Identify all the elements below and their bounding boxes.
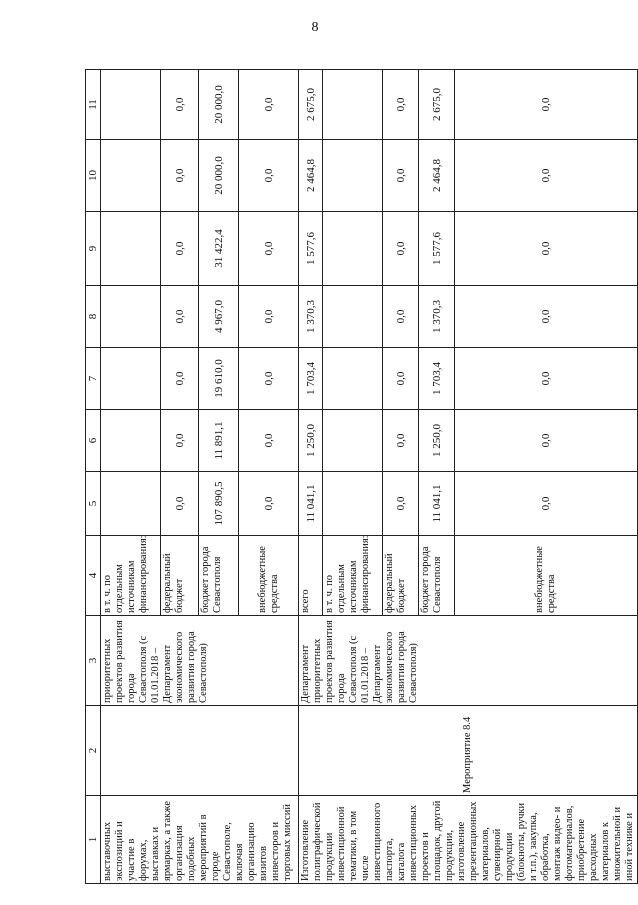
value-cell: 11 041,1 xyxy=(419,472,455,536)
value-cell: 1 370,3 xyxy=(299,286,323,348)
value-cell: 1 250,0 xyxy=(419,410,455,472)
value-cell: 20 000,0 xyxy=(199,140,239,212)
value-cell: 0,0 xyxy=(383,472,419,536)
value-cell xyxy=(101,472,161,536)
value-cell xyxy=(323,212,383,286)
value-cell: 1 250,0 xyxy=(299,410,323,472)
value-cell: 0,0 xyxy=(455,348,638,410)
event-number: Мероприятие 8.4 xyxy=(299,706,638,796)
value-cell: 0,0 xyxy=(161,472,199,536)
value-cell: 2 464,8 xyxy=(419,140,455,212)
header-cell: 3 xyxy=(86,616,101,706)
page-number: 8 xyxy=(311,20,319,35)
value-cell: 1 577,6 xyxy=(419,212,455,286)
header-row xyxy=(86,70,101,884)
source-label: в т. ч. по отдельным источникам финансирования: xyxy=(323,536,383,616)
value-cell: 0,0 xyxy=(383,140,419,212)
source-label: бюджет города Севастополя xyxy=(199,536,239,616)
header-cell: 4 xyxy=(86,536,101,616)
event-number xyxy=(101,706,299,796)
header-cell: 10 xyxy=(86,140,101,212)
value-cell: 107 890,5 xyxy=(199,472,239,536)
value-cell: 0,0 xyxy=(239,70,299,140)
value-cell xyxy=(323,286,383,348)
header-cell: 8 xyxy=(86,286,101,348)
value-cell: 4 967,0 xyxy=(199,286,239,348)
value-cell: 1 703,4 xyxy=(299,348,323,410)
value-cell: 0,0 xyxy=(455,286,638,348)
header-cell: 9 xyxy=(86,212,101,286)
value-cell xyxy=(323,348,383,410)
value-cell: 1 703,4 xyxy=(419,348,455,410)
header-cell: 6 xyxy=(86,410,101,472)
value-cell: 20 000,0 xyxy=(199,70,239,140)
value-cell: 0,0 xyxy=(161,286,199,348)
source-label: бюджет города Севастополя xyxy=(419,536,455,616)
source-label: федеральный бюджет xyxy=(383,536,419,616)
source-label: в т. ч. по отдельным источникам финансирования: xyxy=(101,536,161,616)
source-label: внебюджетные средства xyxy=(455,536,638,616)
value-cell: 2 675,0 xyxy=(419,70,455,140)
value-cell: 0,0 xyxy=(455,410,638,472)
value-cell: 0,0 xyxy=(161,140,199,212)
value-cell xyxy=(323,140,383,212)
value-cell: 0,0 xyxy=(383,212,419,286)
header-cell: 7 xyxy=(86,348,101,410)
value-cell xyxy=(101,348,161,410)
value-cell: 0,0 xyxy=(161,348,199,410)
value-cell: 0,0 xyxy=(239,472,299,536)
value-cell xyxy=(101,140,161,212)
value-cell xyxy=(323,70,383,140)
event-description: выставочных экспозиций и участие в форумах, выставках и ярмарках, а также организация подобных мероприятий в городе Севастополе, включая организацию визитов инвесторов и торговых миссий xyxy=(101,796,299,884)
source-label: всего xyxy=(299,536,323,616)
value-cell: 0,0 xyxy=(455,472,638,536)
value-cell: 0,0 xyxy=(455,70,638,140)
budget-table xyxy=(85,69,638,884)
table-row xyxy=(299,70,323,884)
value-cell: 0,0 xyxy=(239,410,299,472)
value-cell: 0,0 xyxy=(239,140,299,212)
value-cell: 11 891,1 xyxy=(199,410,239,472)
source-label: внебюджетные средства xyxy=(239,536,299,616)
value-cell: 0,0 xyxy=(239,348,299,410)
value-cell: 1 577,6 xyxy=(299,212,323,286)
header-cell: 11 xyxy=(86,70,101,140)
value-cell: 0,0 xyxy=(161,410,199,472)
value-cell: 2 464,8 xyxy=(299,140,323,212)
source-label: федеральный бюджет xyxy=(161,536,199,616)
value-cell: 19 610,0 xyxy=(199,348,239,410)
header-cell: 5 xyxy=(86,472,101,536)
value-cell: 11 041,1 xyxy=(299,472,323,536)
rotated-table-container xyxy=(85,70,635,884)
value-cell xyxy=(101,212,161,286)
value-cell: 1 370,3 xyxy=(419,286,455,348)
value-cell: 0,0 xyxy=(239,286,299,348)
value-cell: 0,0 xyxy=(161,70,199,140)
value-cell: 0,0 xyxy=(383,286,419,348)
header-cell: 2 xyxy=(86,706,101,796)
value-cell xyxy=(101,410,161,472)
value-cell: 0,0 xyxy=(239,212,299,286)
table-row xyxy=(101,70,161,884)
value-cell xyxy=(323,410,383,472)
header-cell: 1 xyxy=(86,796,101,884)
value-cell: 0,0 xyxy=(383,70,419,140)
value-cell: 0,0 xyxy=(455,212,638,286)
value-cell: 0,0 xyxy=(455,140,638,212)
value-cell: 0,0 xyxy=(383,348,419,410)
value-cell xyxy=(101,286,161,348)
value-cell: 31 422,4 xyxy=(199,212,239,286)
responsible-executor: Департамент приоритетных проектов развития города Севастополя (с 01.01.2018 – Департамент экономического развития города Севастополя) xyxy=(299,616,638,706)
value-cell: 0,0 xyxy=(383,410,419,472)
value-cell xyxy=(323,472,383,536)
responsible-executor: приоритетных проектов развития города Севастополя (с 01.01.2018 – Департамент экономического развития города Севастополя) xyxy=(101,616,299,706)
value-cell: 0,0 xyxy=(161,212,199,286)
value-cell xyxy=(101,70,161,140)
value-cell: 2 675,0 xyxy=(299,70,323,140)
event-description: Изготовление полиграфической продукции инвестиционной тематики, в том числе инвестиционного паспорта, каталога инвестиционных проектов и площадок, другой продукции, изготовление презентационных материалов, сувенирной продукции (блокноты, ручки и т.п.), закупка, обработка, монтаж видео- и фотоматериалов, приобретение расходных материалов к множительной и иной технике и xyxy=(299,796,638,884)
